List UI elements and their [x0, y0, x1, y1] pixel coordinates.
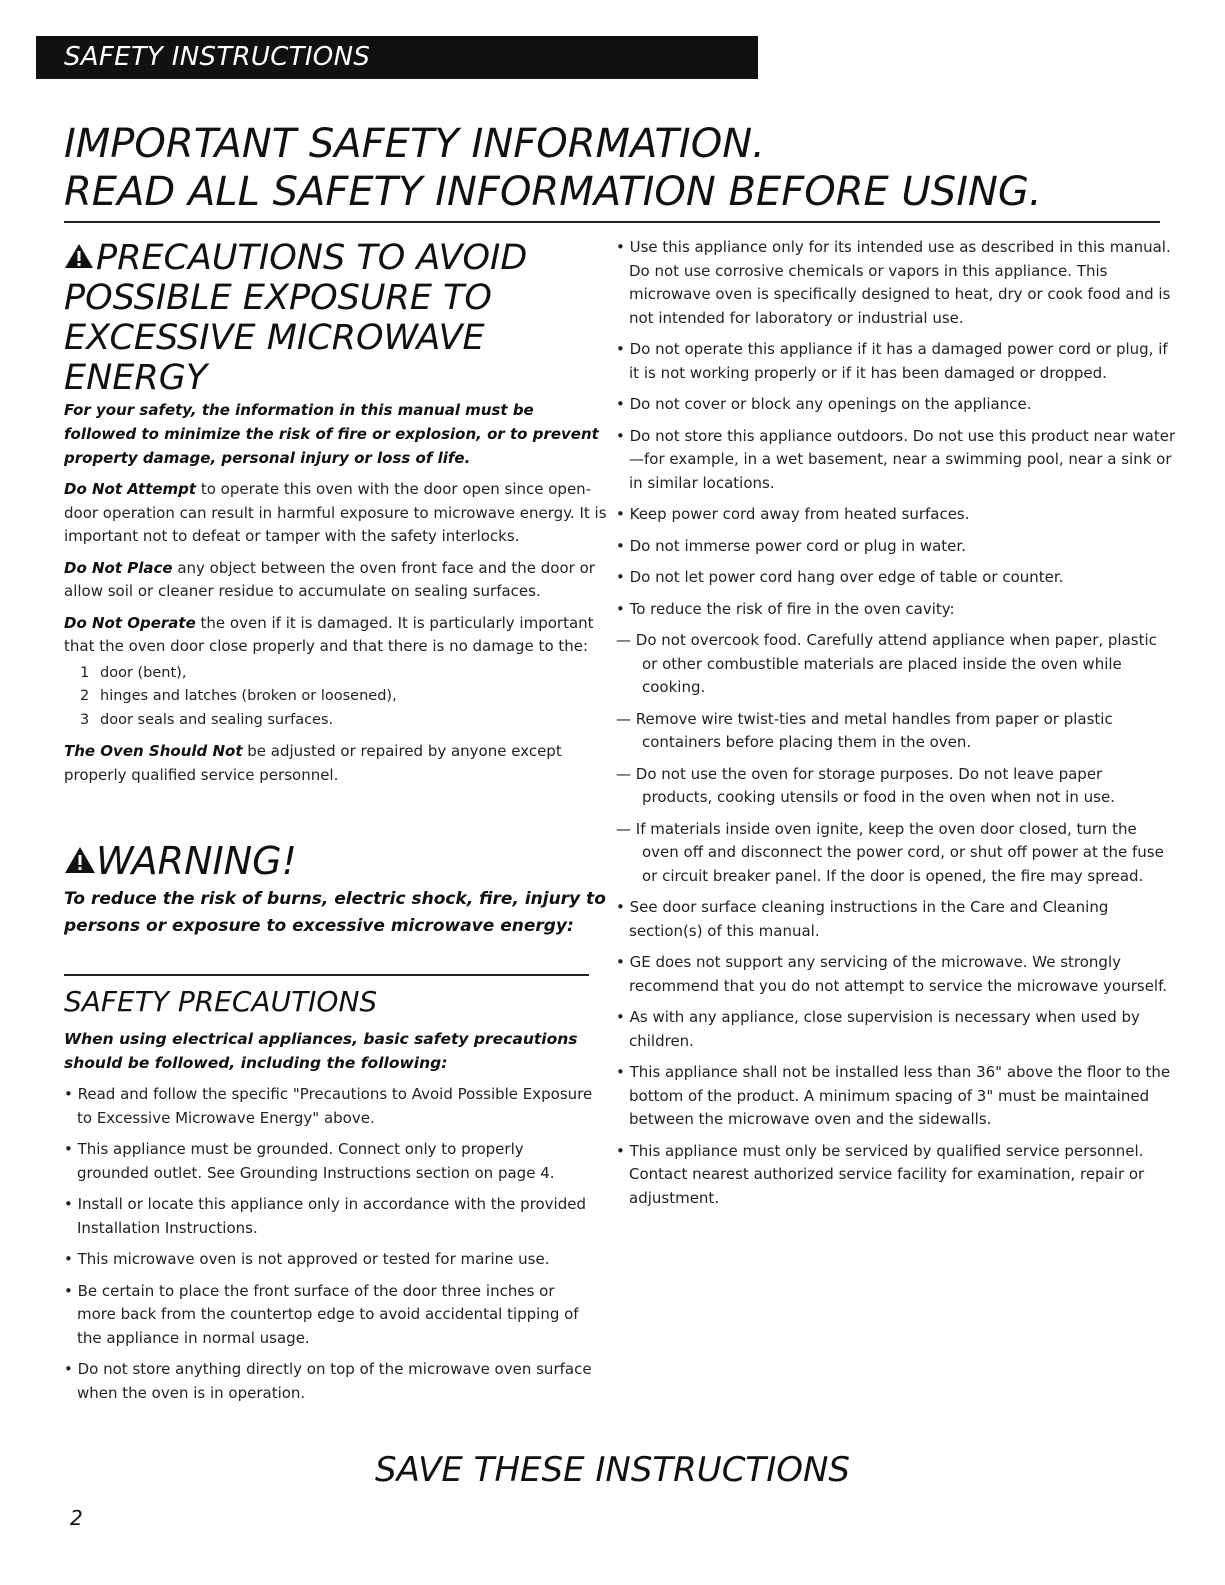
list-item: • Do not immerse power cord or plug in water.	[616, 536, 966, 555]
save-instructions-footer: SAVE THESE INSTRUCTIONS	[374, 1450, 851, 1490]
list-item: • As with any appliance, close supervision is necessary when used by children.	[616, 1008, 1140, 1050]
list-item: • Be certain to place the front surface of the door three inches or more back from the countertop edge to avoid accidental tipping of the appliance in normal usage.	[64, 1281, 579, 1347]
page-title	[64, 120, 1042, 216]
keyword: Do Not Place	[64, 558, 173, 577]
safety-precautions-list	[64, 1083, 594, 1405]
safety-precautions-lead: When using electrical appliances, basic safety precautions should be followed, including the following:	[64, 1030, 578, 1072]
precautions-section	[64, 238, 609, 787]
precautions-lead: For your safety, the information in this manual must be followed to minimize the risk of fire or explosion, or to prevent property damage, personal injury or loss of life.	[64, 401, 599, 467]
list-item: • This appliance must only be serviced by qualified service personnel. Contact nearest authorized service facility for examination, repair or adjustment.	[616, 1141, 1145, 1207]
paragraph-text: any object between the oven front face and the door or allow soil or cleaner residue to accumulate on sealing surfaces.	[64, 558, 595, 600]
list-subitem: — Do not overcook food. Carefully attend appliance when paper, plastic or other combustible materials are placed inside the oven while cooking.	[616, 631, 1157, 696]
paragraph-text: be adjusted or repaired by anyone except properly qualified service personnel.	[64, 742, 562, 784]
paragraph-text: to operate this oven with the door open since open-door operation can result in harmful exposure to microwave energy. It is important not to defeat or tamper with the safety interlocks.	[64, 480, 607, 545]
safety-precautions-heading: SAFETY PRECAUTIONS	[64, 985, 378, 1018]
warning-heading-text: WARNING!	[96, 839, 297, 883]
list-item: • Use this appliance only for its intended use as described in this manual. Do not use corrosive chemicals or vapors in this appliance. This microwave oven is specifically designed to heat, dry or cook food and is not intended for laboratory or industrial use.	[616, 238, 1171, 327]
list-item: • Do not operate this appliance if it has a damaged power cord or plug, if it is not working properly or if it has been damaged or dropped.	[616, 340, 1168, 382]
list-item: 2 hinges and latches (broken or loosened),	[80, 688, 397, 704]
list-item: • Read and follow the specific "Precautions to Avoid Possible Exposure to Excessive Microwave Energy" above.	[64, 1085, 593, 1127]
list-subitem: — Do not use the oven for storage purposes. Do not leave paper products, cooking utensils or food in the oven when not in use.	[616, 764, 1115, 806]
precaution-do-not-attempt	[64, 478, 609, 549]
list-item: • Keep power cord away from heated surfaces.	[616, 505, 970, 523]
section-header-label: SAFETY INSTRUCTIONS	[64, 42, 371, 72]
list-item: • This appliance must be grounded. Connect only to properly grounded outlet. See Grounding Instructions section on page 4.	[64, 1140, 555, 1182]
list-item: • GE does not support any servicing of the microwave. We strongly recommend that you do not attempt to service the microwave yourself.	[616, 953, 1168, 995]
page-title-line-2: READ ALL SAFETY INFORMATION BEFORE USING.	[64, 169, 1042, 215]
list-item: 1 door (bent),	[80, 664, 187, 681]
list-item: 3 door seals and sealing surfaces.	[80, 711, 334, 728]
list-item: • Do not cover or block any openings on the appliance.	[616, 395, 1032, 413]
list-subitem: — Remove wire twist-ties and metal handles from paper or plastic containers before placing them in the oven.	[616, 709, 1113, 751]
precaution-do-not-operate	[64, 612, 609, 659]
warning-triangle-icon	[64, 846, 96, 874]
keyword: Do Not Attempt	[64, 480, 197, 498]
precautions-heading-line-3: EXCESSIVE MICROWAVE	[64, 318, 485, 358]
paragraph-text: the oven if it is damaged. It is particularly important that the oven door close properly and that there is no damage to the:	[64, 613, 594, 655]
precautions-heading-line-1: PRECAUTIONS TO AVOID	[96, 238, 528, 278]
precautions-heading-line-4: ENERGY	[64, 358, 208, 398]
damage-list	[64, 662, 609, 733]
list-item: • This appliance shall not be installed less than 36" above the floor to the bottom of the product. A minimum spacing of 3" must be maintained between the microwave oven and the sidewalls.	[616, 1063, 1171, 1128]
precaution-oven-should-not	[64, 740, 609, 787]
list-item: • Install or locate this appliance only in accordance with the provided Installation Instructions.	[64, 1195, 586, 1237]
keyword: The Oven Should Not	[64, 742, 243, 760]
list-item: • Do not store this appliance outdoors. Do not use this product near water—for example, in a wet basement, near a swimming pool, near a sink or in similar locations.	[616, 426, 1176, 492]
page-title-line-1: IMPORTANT SAFETY INFORMATION.	[64, 121, 765, 167]
section-divider	[64, 974, 589, 976]
safety-list-right	[616, 236, 1176, 1210]
list-item: • Do not let power cord hang over edge of table or counter.	[616, 568, 1064, 586]
precautions-heading-line-2: POSSIBLE EXPOSURE TO	[64, 278, 492, 318]
title-divider	[64, 221, 1160, 223]
list-item: • This microwave oven is not approved or tested for marine use.	[64, 1250, 550, 1268]
list-subitem: — If materials inside oven ignite, keep the oven door closed, turn the oven off and disconnect the power cord, or shut off power at the fuse or circuit breaker panel. If the door is opened, the fire may spread.	[616, 819, 1164, 885]
list-item: • To reduce the risk of fire in the oven cavity:	[616, 599, 955, 618]
page-number: 2	[70, 1506, 83, 1530]
warning-section	[64, 838, 609, 940]
keyword: Do Not Operate	[64, 613, 196, 632]
warning-triangle-icon	[64, 243, 94, 269]
precaution-do-not-place	[64, 557, 609, 604]
safety-precautions-section	[64, 985, 594, 1405]
precautions-heading	[64, 238, 609, 398]
section-header-bar	[36, 36, 758, 79]
list-item: • Do not store anything directly on top of the microwave oven surface when the oven is in operation.	[64, 1360, 592, 1402]
list-item: • See door surface cleaning instructions in the Care and Cleaning section(s) of this manual.	[616, 898, 1109, 940]
warning-heading	[64, 838, 609, 884]
warning-subtitle: To reduce the risk of burns, electric shock, fire, injury to persons or exposure to excessive microwave energy:	[64, 889, 606, 936]
